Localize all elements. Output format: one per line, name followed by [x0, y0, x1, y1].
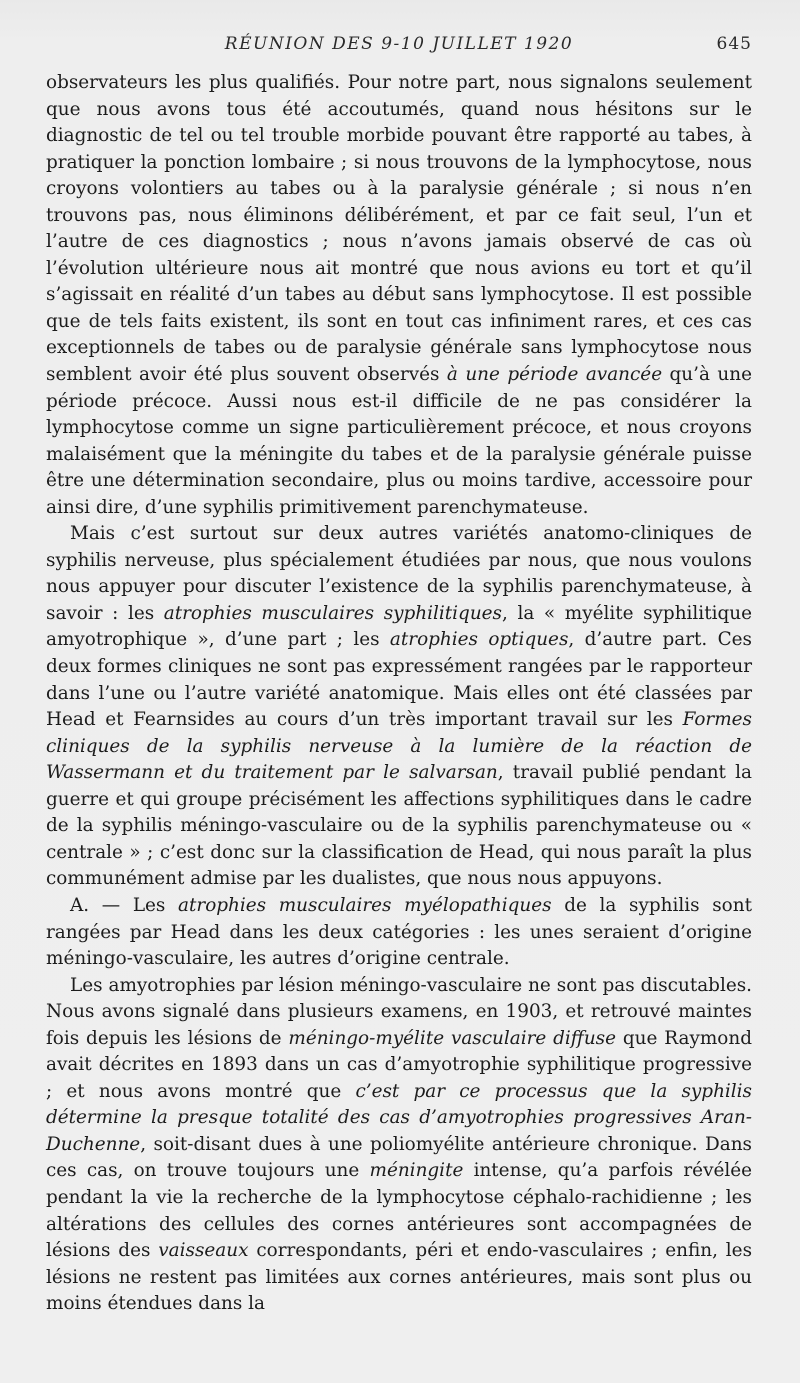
italic-run: méningite: [369, 1160, 464, 1182]
italic-run: Formes cliniques de la syphilis nerveuse à la lumière de la réaction de Wassermann et du traitement par le salvarsan: [46, 709, 752, 784]
text-run: A. — Les: [70, 894, 179, 916]
text-run: , la « myélite syphilitique amyotrophique », d’une part ; les: [46, 602, 752, 651]
running-title: RÉUNION DES 9-10 JUILLET 1920: [224, 34, 574, 54]
page-number: 645: [716, 34, 752, 54]
text-run: qu’à une période précoce. Aussi nous est-il difficile de ne pas considérer la lymphocytose comme un signe particulièrement précoce, et nous croyons malaisément que la méningite du tabes et de la paralysie générale puisse être une détermination secondaire, plus ou moins tardive, accessoire pour ainsi dire, d’une syphilis primitivement parenchymateuse.: [46, 364, 752, 518]
italic-run: méningo-myélite vasculaire diffuse: [288, 1027, 616, 1049]
italic-run: atrophies musculaires myélopathiques: [178, 894, 552, 916]
italic-run: c’est par ce processus que la syphilis détermine la presque totalité des cas d’amyotrophies progressives Aran-Duchenne: [46, 1080, 752, 1155]
paragraph-3: [46, 893, 752, 973]
italic-run: vaisseaux: [158, 1240, 249, 1262]
text-run: , travail publié pendant la guerre et qui groupe précisément les affections syphilitiques dans le cadre de la syphilis méningo-vasculaire ou de la syphilis parenchymateuse ou « centrale » ; c’est donc sur la classification de Head, qui nous paraît la plus communément admise par les dualistes, que nous nous appuyons.: [46, 762, 752, 890]
body-text: [46, 70, 752, 1318]
text-run: que Raymond avait décrites en 1893 dans un cas d’amyotrophie syphilitique progressive ; et nous avons montré que: [46, 1027, 752, 1102]
text-run: , soit-disant dues à une poliomyélite antérieure chronique. Dans ces cas, on trouve toujours une: [46, 1133, 752, 1182]
italic-run: atrophies optiques: [389, 629, 569, 651]
text-run: Les amyotrophies par lésion méningo-vasculaire ne sont pas discutables. Nous avons signalé dans plusieurs examens, en 1903, et retrouvé maintes fois depuis les lésions de: [46, 974, 752, 1049]
text-run: correspondants, péri et endo-vasculaires ; enfin, les lésions ne restent pas limitées aux cornes antérieures, mais sont plus ou moins étendues dans la: [46, 1240, 753, 1315]
text-run: Mais c’est surtout sur deux autres variétés anatomo-cliniques de syphilis nerveuse, plus spécialement étudiées par nous, que nous voulons nous appuyer pour discuter l’existence de la syphilis parenchymateuse, à savoir : les: [46, 523, 752, 624]
text-run: observateurs les plus qualifiés. Pour notre part, nous signalons seulement que nous avons tous été accoutumés, quand nous hésitons sur le diagnostic de tel ou tel trouble morbide pouvant être rapporté au tabes, à pratiquer la ponction lombaire ; si nous trouvons de la lymphocytose, nous croyons volontiers au tabes ou à la paralysie générale ; si nous n’en trouvons pas, nous éliminons délibérément, et par ce fait seul, l’un et l’autre de ces diagnostics ; nous n’avons jamais observé de cas où l’évolution ultérieure nous ait montré que nous avions eu tort et qu’il s’agissait en réalité d’un tabes au début sans lymphocytose. Il est possible que de tels faits existent, ils sont en tout cas infiniment rares, et ces cas exceptionnels de tabes ou de paralysie générale sans lymphocytose nous semblent avoir été plus souvent observés: [46, 72, 752, 386]
paragraph-2: [46, 521, 752, 893]
italic-run: atrophies musculaires syphilitiques: [163, 602, 502, 624]
running-header: [46, 0, 752, 70]
text-run: , d’autre part. Ces deux formes cliniques ne sont pas expressément rangées par le rapporteur dans l’une ou l’autre variété anatomique. Mais elles ont été classées par Head et Fearnsides au cours d’un très important travail sur les: [46, 629, 752, 731]
text-run: intense, qu’a parfois révélée pendant la vie la recherche de la lymphocytose céphalo-rachidienne ; les altérations des cellules des cornes antérieures sont accompagnées de lésions des: [46, 1160, 752, 1262]
paragraph-1: [46, 70, 752, 521]
text-run: de la syphilis sont rangées par Head dans les deux catégories : les unes seraient d’origine méningo-vasculaire, les autres d’origine centrale.: [46, 894, 752, 970]
italic-run: à une période avancée: [446, 364, 663, 386]
paragraph-4: [46, 973, 752, 1318]
